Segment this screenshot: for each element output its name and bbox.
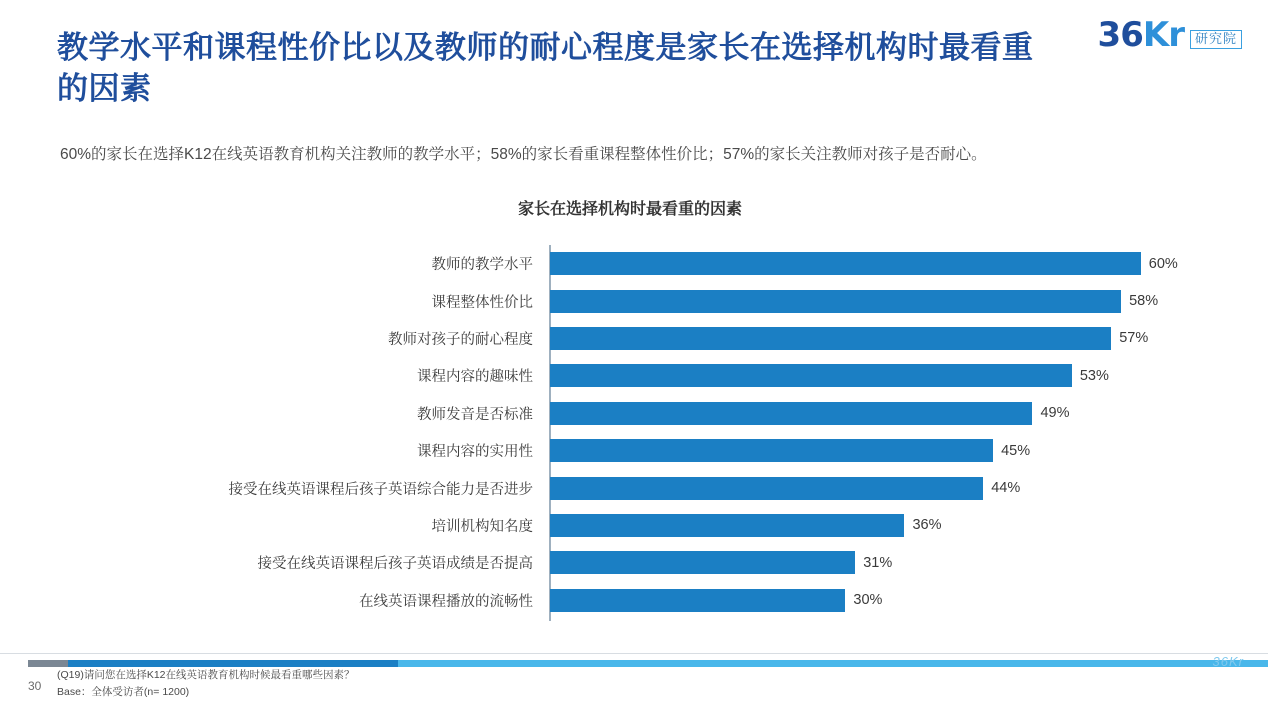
chart-value-label: 44% <box>991 480 1021 497</box>
chart-value-label: 49% <box>1040 405 1070 422</box>
chart-bar-wrapper <box>542 469 1210 506</box>
source-note <box>57 667 355 701</box>
chart-bar-wrapper <box>542 582 1210 619</box>
chart-bar <box>550 290 1121 313</box>
chart-bar-row <box>60 582 1210 619</box>
chart-bar <box>550 589 845 612</box>
chart-bar <box>550 514 904 537</box>
logo-tagline: 研究院 <box>1190 30 1242 49</box>
chart-bar-wrapper <box>542 357 1210 394</box>
source-note-line-1: (Q19)请问您在选择K12在线英语教育机构时候最看重哪些因素？ <box>57 669 355 682</box>
chart-bar-row <box>60 432 1210 469</box>
chart-bar <box>550 477 983 500</box>
chart-value-label: 30% <box>853 592 883 609</box>
chart-bar <box>550 327 1111 350</box>
chart-bar-row <box>60 507 1210 544</box>
brand-logo <box>1097 15 1242 55</box>
chart-bar-row <box>60 395 1210 432</box>
watermark: 36Kr <box>1212 654 1244 669</box>
chart-value-label: 60% <box>1148 255 1178 272</box>
chart-value-label: 36% <box>912 517 942 534</box>
chart-bar-wrapper <box>542 282 1210 319</box>
chart-bar-wrapper <box>542 544 1210 581</box>
chart-category-label: 接受在线英语课程后孩子英语成绩是否提高 <box>257 556 533 573</box>
chart-bar-wrapper <box>542 432 1210 469</box>
page-title: 教学水平和课程性价比以及教师的耐心程度是家长在选择机构时最看重的因素 <box>57 30 1034 106</box>
chart-bar-row <box>60 245 1210 282</box>
chart-bar-rows <box>60 245 1210 619</box>
chart-category-label: 教师的教学水平 <box>431 257 533 274</box>
chart-bar-row <box>60 320 1210 357</box>
logo-wordmark <box>1097 15 1184 55</box>
chart-bar-row <box>60 357 1210 394</box>
page-subtitle: 60%的家长在选择K12在线英语教育机构关注教师的教学水平；58%的家长看重课程整体性价比；57%的家长关注教师对孩子是否耐心。 <box>60 146 987 163</box>
footer-bar-segment-gray <box>28 660 68 667</box>
chart-container <box>60 196 1210 626</box>
footer-accent-bar <box>28 660 1268 667</box>
chart-title: 家长在选择机构时最看重的因素 <box>517 201 742 218</box>
chart-category-label: 课程整体性价比 <box>431 294 533 311</box>
chart-bar-row <box>60 282 1210 319</box>
chart-category-label: 接受在线英语课程后孩子英语综合能力是否进步 <box>228 481 533 498</box>
chart-bar-row <box>60 544 1210 581</box>
logo-36: 36 <box>1097 15 1143 55</box>
chart-value-label: 53% <box>1079 367 1109 384</box>
chart-value-label: 31% <box>863 554 893 571</box>
chart-category-label: 培训机构知名度 <box>431 518 533 535</box>
chart-bar <box>550 439 993 462</box>
logo-kr: Kr <box>1142 15 1184 55</box>
chart-value-label: 57% <box>1119 330 1149 347</box>
chart-category-label: 教师对孩子的耐心程度 <box>388 331 533 348</box>
footer-bar-segment-blue <box>68 660 398 667</box>
chart-bar-wrapper <box>542 507 1210 544</box>
chart-bar <box>550 402 1032 425</box>
chart-bar-wrapper <box>542 245 1210 282</box>
chart-category-label: 在线英语课程播放的流畅性 <box>359 593 533 610</box>
chart-bar-wrapper <box>542 395 1210 432</box>
page-number: 30 <box>28 679 42 693</box>
chart-category-label: 课程内容的实用性 <box>417 444 533 461</box>
chart-category-label: 教师发音是否标准 <box>417 406 533 423</box>
chart-plot-area <box>60 245 1210 625</box>
footer-divider <box>0 653 1268 654</box>
chart-bar <box>550 364 1072 387</box>
source-note-line-2: Base：全体受访者(n= 1200) <box>57 686 190 699</box>
chart-bar <box>550 551 855 574</box>
chart-value-label: 58% <box>1129 293 1159 310</box>
chart-bar-row <box>60 469 1210 506</box>
footer-bar-segment-cyan <box>398 660 1268 667</box>
chart-bar-wrapper <box>542 320 1210 357</box>
chart-value-label: 45% <box>1001 442 1031 459</box>
chart-bar <box>550 252 1141 275</box>
chart-category-label: 课程内容的趣味性 <box>417 369 533 386</box>
